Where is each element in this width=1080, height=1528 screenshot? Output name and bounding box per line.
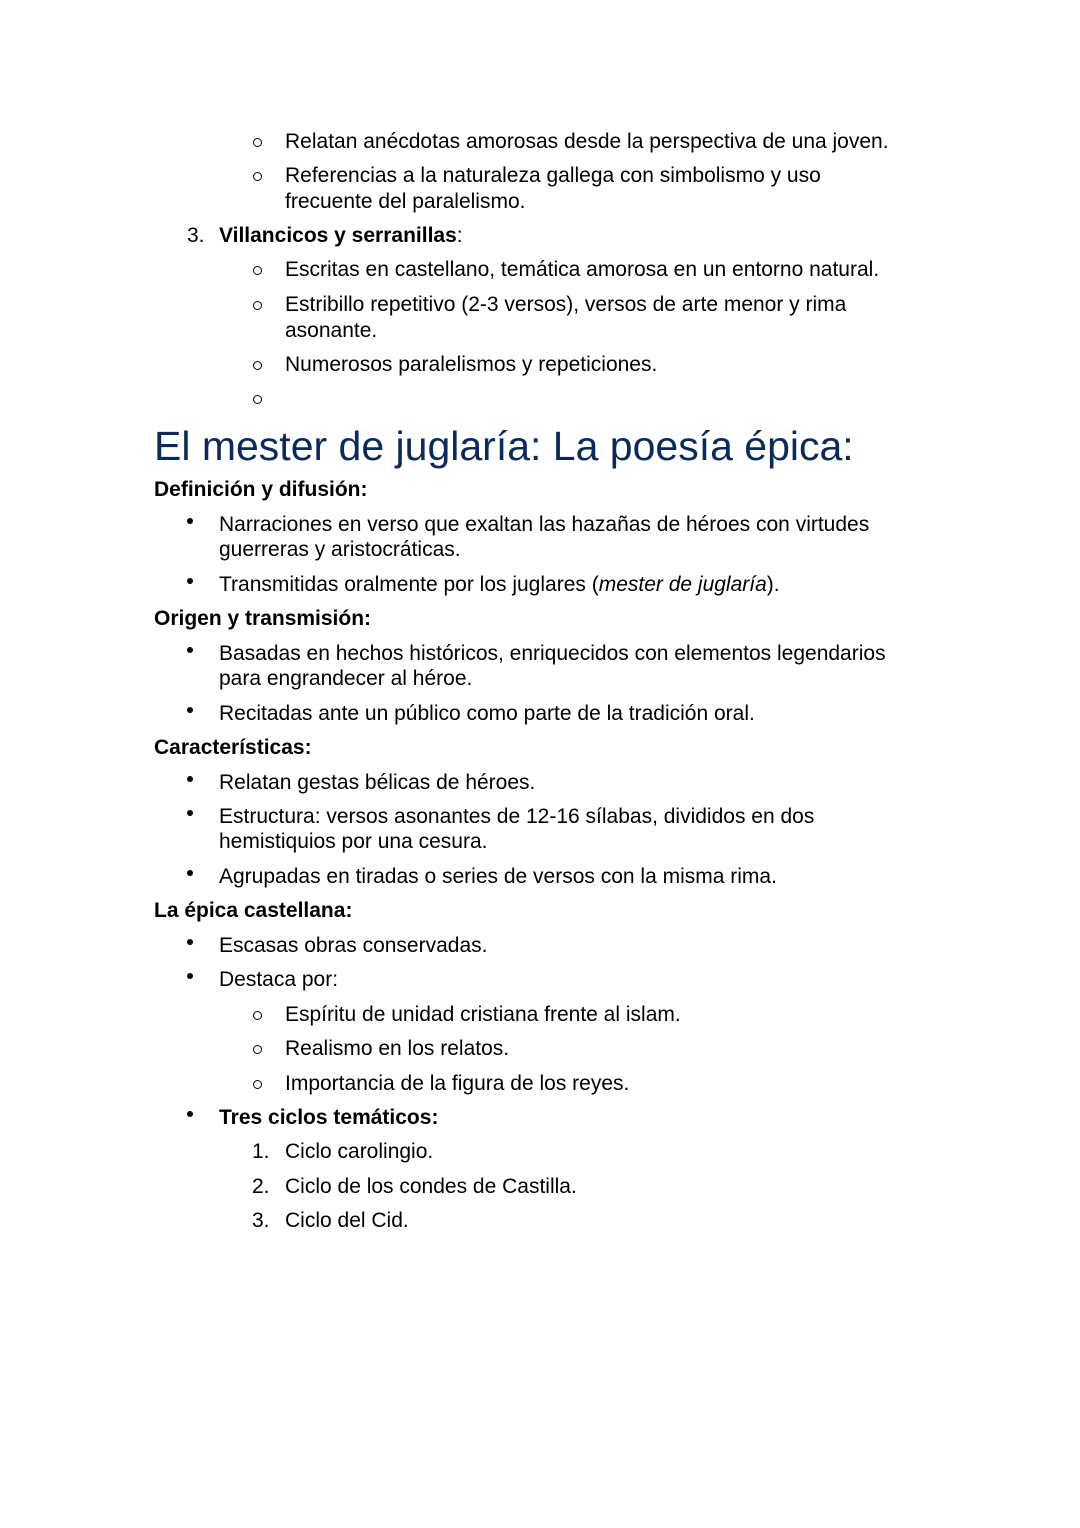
list-item-ciclos-title: Tres ciclos temáticos: — [219, 1106, 439, 1129]
list-item-continuation: asonante. — [285, 319, 378, 342]
list-number: 3. — [187, 224, 205, 247]
list-item — [219, 572, 780, 598]
list-item: Destaca por: — [219, 968, 339, 991]
list-item: Agrupadas en tiradas o series de versos con la misma rima. — [219, 865, 777, 888]
bullet-icon — [187, 810, 193, 816]
list-item-continuation: para engrandecer al héroe. — [219, 667, 473, 690]
text-part: Transmitidas oralmente por los juglares ( — [219, 573, 599, 596]
list-item-title — [219, 223, 463, 249]
bullet-icon — [187, 973, 193, 979]
list-item-continuation: hemistiquios por una cesura. — [219, 830, 488, 853]
bullet-icon — [187, 870, 193, 876]
list-item: Ciclo de los condes de Castilla. — [285, 1175, 577, 1198]
list-item: Espíritu de unidad cristiana frente al islam. — [285, 1003, 681, 1026]
circle-bullet-icon — [253, 1011, 262, 1020]
circle-bullet-icon — [253, 266, 262, 275]
list-item: Ciclo del Cid. — [285, 1209, 409, 1232]
circle-bullet-icon — [253, 172, 262, 181]
list-item: Numerosos paralelismos y repeticiones. — [285, 353, 658, 376]
list-item-continuation: frecuente del paralelismo. — [285, 190, 526, 213]
list-item: Estructura: versos asonantes de 12-16 sílabas, divididos en dos — [219, 805, 815, 828]
bullet-icon — [187, 939, 193, 945]
list-item: Basadas en hechos históricos, enriquecidos con elementos legendarios — [219, 642, 886, 665]
list-item-continuation: guerreras y aristocráticas. — [219, 538, 461, 561]
bullet-icon — [187, 647, 193, 653]
list-item: Relatan anécdotas amorosas desde la perspectiva de una joven. — [285, 130, 889, 153]
title-colon: : — [456, 224, 463, 247]
list-item: Estribillo repetitivo (2-3 versos), versos de arte menor y rima — [285, 293, 847, 316]
subsection-title-origen: Origen y transmisión: — [154, 607, 372, 630]
list-item: Importancia de la figura de los reyes. — [285, 1072, 630, 1095]
circle-bullet-icon — [253, 138, 262, 147]
bullet-icon — [187, 518, 193, 524]
list-item: Realismo en los relatos. — [285, 1037, 510, 1060]
italic-term: mester de juglaría — [598, 573, 767, 596]
subsection-title-definicion: Definición y difusión: — [154, 478, 368, 501]
subsection-title-epica: La épica castellana: — [154, 899, 353, 922]
list-item: Narraciones en verso que exaltan las hazañas de héroes con virtudes — [219, 513, 870, 536]
list-item: Recitadas ante un público como parte de la tradición oral. — [219, 702, 755, 725]
circle-bullet-icon — [253, 1045, 262, 1054]
list-item: Escritas en castellano, temática amorosa en un entorno natural. — [285, 258, 880, 281]
list-item: Referencias a la naturaleza gallega con simbolismo y uso — [285, 164, 821, 187]
list-number: 1. — [252, 1140, 270, 1163]
circle-bullet-icon — [253, 1080, 262, 1089]
list-number: 2. — [252, 1175, 270, 1198]
list-item: Escasas obras conservadas. — [219, 934, 488, 957]
list-number: 3. — [252, 1209, 270, 1232]
subsection-title-caracteristicas: Características: — [154, 736, 312, 759]
bullet-icon — [187, 707, 193, 713]
circle-bullet-icon — [253, 361, 262, 370]
list-item: Ciclo carolingio. — [285, 1140, 434, 1163]
villancicos-title: Villancicos y serranillas — [219, 224, 457, 247]
bullet-icon — [187, 776, 193, 782]
circle-bullet-icon — [253, 395, 262, 404]
bullet-icon — [187, 578, 193, 584]
circle-bullet-icon — [253, 301, 262, 310]
section-heading: El mester de juglaría: La poesía épica: — [154, 423, 854, 469]
text-part: ). — [766, 573, 780, 596]
list-item: Relatan gestas bélicas de héroes. — [219, 771, 536, 794]
bullet-icon — [187, 1111, 193, 1117]
